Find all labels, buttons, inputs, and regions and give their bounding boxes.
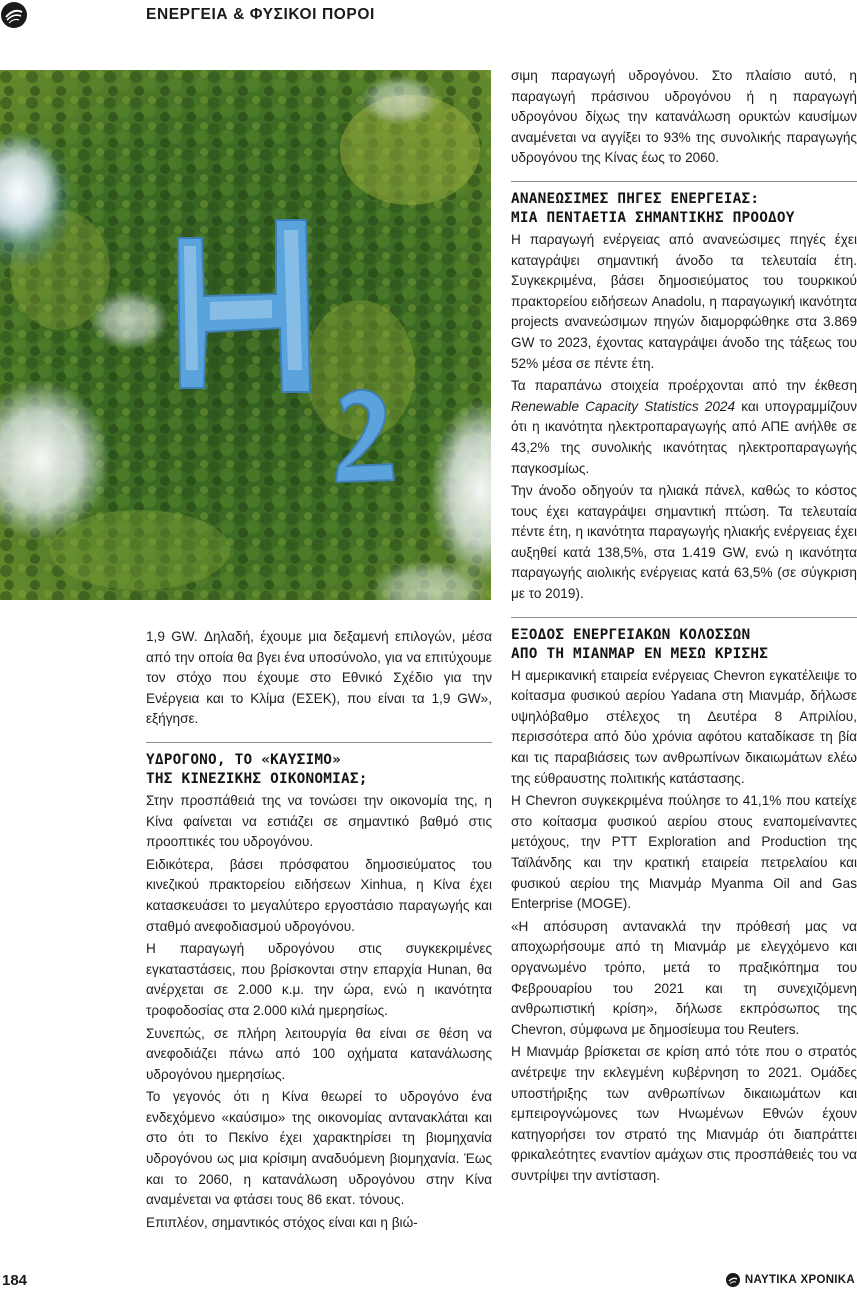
paragraph: Επιπλέον, σημαντικός στόχος είναι και η βιώ- [146, 1214, 418, 1230]
report-title: Renewable Capacity Statistics 2024 [511, 398, 736, 414]
paragraph: Η παραγωγή ενέργειας από ανανεώσιμες πηγές έχει καταγράψει σημαντική άνοδο τα τελευταία έτη. Συγκεκριμένα, βάσει δημοσιεύματος του τουρκικού πρακτορείου ειδήσεων Anadolu, η παραγωγική ικανότητα projects ανανεώσιμων πηγών διαμορφώθηκε στα 3.869 GW το 2023, έχοντας καταγράψει άνοδο της τάξεως του 52% μέσα σε πέντε έτη. [511, 231, 857, 371]
section-title: ΕΝΕΡΓΕΙΑ & ΦΥΣΙΚΟΙ ΠΟΡΟΙ [146, 6, 375, 23]
heading-line: ΜΙΑ ΠΕΝΤΑΕΤΙΑ ΣΗΜΑΝΤΙΚΗΣ ΠΡΟΟΔΟΥ [511, 209, 795, 226]
paragraph: «Η απόσυρση αντανακλά την πρόθεσή μας να αποχωρήσουμε από τη Μιανμάρ με ελεγχόμενο και οργανωμένο τρόπο, μετά το πραξικόπημα του Φεβρουαρίου του 2021 και τη συνεχιζόμενη ανθρωπιστική κρίση», δήλωσε εκπρόσωπος της Chevron, σύμφωνα με δημοσίευμα του Reuters. [511, 918, 857, 1037]
paragraph: Η Μιανμάρ βρίσκεται σε κρίση από τότε που ο στρατός ανέτρεψε την εκλεγμένη κυβέρνηση το 2021. Ομάδες υποστήριξης των ανθρωπίνων δικαιωμάτων και εμπειρογνώμονες των Ηνωμένων Εθνών έχουν κατηγορήσει τον στρατό της Μιανμάρ ότι διαπράττει φρικαλεότητες εναντίον αμάχων στις προσπάθειές του να συντρίψει την αντίσταση. [511, 1044, 857, 1183]
paragraph: Συνεπώς, σε πλήρη λειτουργία θα είναι σε θέση να ανεφοδιάζει πάνω από 100 οχήματα κατανάλωσης υδρογόνου ημερησίως. [146, 1025, 492, 1082]
paragraph: Η παραγωγή υδρογόνου στις συγκεκριμένες εγκαταστάσεις, που βρίσκονται στην επαρχία Hunan, θα ανέρχεται σε 2.000 κ.μ. την ώρα, ενώ η ικανότητα τροφοδοσίας στα 2.000 κιλά ημερησίως. [146, 941, 492, 1018]
heading-line: ΤΗΣ ΚΙΝΕΖΙΚΗΣ ΟΙΚΟΝΟΜΙΑΣ; [146, 770, 368, 787]
paragraph: 1,9 GW. Δηλαδή, έχουμε μια δεξαμενή επιλογών, μέσα από την οποία θα βγει ένα υποσύνολο, για να επιτύχουμε τον στόχο που έχουμε στο Εθνικό Σχέδιο για την Ενέργεια και το Κλίμα (ΕΣΕΚ), που είναι τα 1,9 GW», εξήγησε. [146, 629, 492, 727]
page-number: 184 [2, 1272, 28, 1289]
section-divider [146, 742, 492, 743]
paragraph: Η αμερικανική εταιρεία ενέργειας Chevron εγκατέλειψε το κοίτασμα φυσικού αερίου Yadana στη Μιανμάρ, δήλωσε υψηλόβαθμο στέλεχος τη Δευτέρα 8 Απριλίου, περισσότερα από δύο χρόνια αφότου καταδίκασε τη βία και τις παραβιάσεις των ανθρωπίνων δικαιωμάτων ελέω της εύθραυστης πολιτικής κατάστασης. [511, 667, 857, 786]
publication-logo-icon [726, 1273, 740, 1287]
renewables-heading [511, 190, 857, 228]
publication-brand [726, 1273, 855, 1287]
section-divider [511, 181, 857, 182]
myanmar-heading [511, 626, 857, 664]
hero-image [0, 70, 491, 600]
paragraph: Το γεγονός ότι η Κίνα θεωρεί το υδρογόνο ένα ενδεχόμενο «καύσιμο» της οικονομίας αντανακλάται και στο ότι το Πεκίνο έχει χαρακτηρίσει τη βιομηχανία υδρογόνου ως μια κρίσιμη αναδυόμενη βιομηχανία. Έως και το 2060, η κατανάλωση υδρογόνου στην Κίνα αναμένεται να φτάσει τους 86 εκατ. τόνους. [146, 1089, 492, 1208]
right-column [511, 66, 857, 1189]
paragraph: Ειδικότερα, βάσει πρόσφατου δημοσιεύματος του κινεζικού πρακτορείου ειδήσεων Xinhua, η Κίνα έχει κατασκευάσει το μεγαλύτερο εργοστάσιο παραγωγής και σταθμό ανεφοδιασμού υδρογόνου. [146, 856, 492, 934]
paragraph-text: Τα παραπάνω στοιχεία προέρχονται από την έκθεση [511, 378, 857, 394]
left-column [146, 627, 492, 1235]
hydrogen-heading [146, 751, 492, 789]
forest-h2-illustration [0, 70, 491, 600]
section-divider [511, 617, 857, 618]
paragraph-text: και υπογραμμίζουν ότι η ικανότητα ηλεκτροπαραγωγής από ΑΠΕ ανήλθε σε 43,2% της συνολικής ικανότητας ηλεκτροπαραγωγής παγκοσμίως. [511, 398, 857, 476]
paragraph: Την άνοδο οδηγούν τα ηλιακά πάνελ, καθώς το κόστος τους έχει καταγράψει σημαντική πτώση. Τα τελευταία πέντε έτη, η ικανότητα παραγωγής ηλιακής ενέργειας έχει αυξηθεί κατά 138,5%, στα 1.419 GW, ενώ η ικανότητα παραγωγής αιολικής ενέργειας κατά 63,5% (σε σύγκριση με το 2019). [511, 483, 857, 602]
paragraph: Στην προσπάθειά της να τονώσει την οικονομία της, η Κίνα φαίνεται να εστιάζει σε σημαντικό βαθμό στις προοπτικές του υδρογόνου. [146, 792, 492, 850]
paragraph [511, 376, 857, 479]
heading-line: ΥΔΡΟΓΟΝΟ, ΤΟ «ΚΑΥΣΙΜΟ» [146, 751, 342, 768]
heading-line: ΕΞΟΔΟΣ ΕΝΕΡΓΕΙΑΚΩΝ ΚΟΛΟΣΣΩΝ [511, 626, 751, 643]
paragraph: Η Chevron συγκεκριμένα πούλησε το 41,1% που κατείχε στο κοίτασμα φυσικού αερίου στους εναπομείναντες μετόχους, την PTT Exploration and Production της Ταϊλάνδης και την κρατική εταιρεία πετρελαίου και φυσικού αερίου της Μιανμάρ Myanma Oil and Gas Enterprise (MOGE). [511, 793, 857, 912]
heading-line: ΑΠΟ ΤΗ ΜΙΑΝΜΑΡ ΕΝ ΜΕΣΩ ΚΡΙΣΗΣ [511, 645, 769, 662]
magazine-logo-icon [1, 2, 27, 28]
heading-line: ΑΝΑΝΕΩΣΙΜΕΣ ΠΗΓΕΣ ΕΝΕΡΓΕΙΑΣ: [511, 190, 760, 207]
publication-name: ΝΑΥΤΙΚΑ ΧΡΟΝΙΚΑ [744, 1274, 855, 1286]
paragraph: σιμη παραγωγή υδρογόνου. Στο πλαίσιο αυτό, η παραγωγή πράσινου υδρογόνου ή η παραγωγή υδρογόνου δίχως την κατανάλωση ορυκτών καυσίμων αναμένεται να αγγίξει το 93% της συνολικής παραγωγής υδρογόνου της Κίνας έως το 2060. [511, 68, 857, 166]
